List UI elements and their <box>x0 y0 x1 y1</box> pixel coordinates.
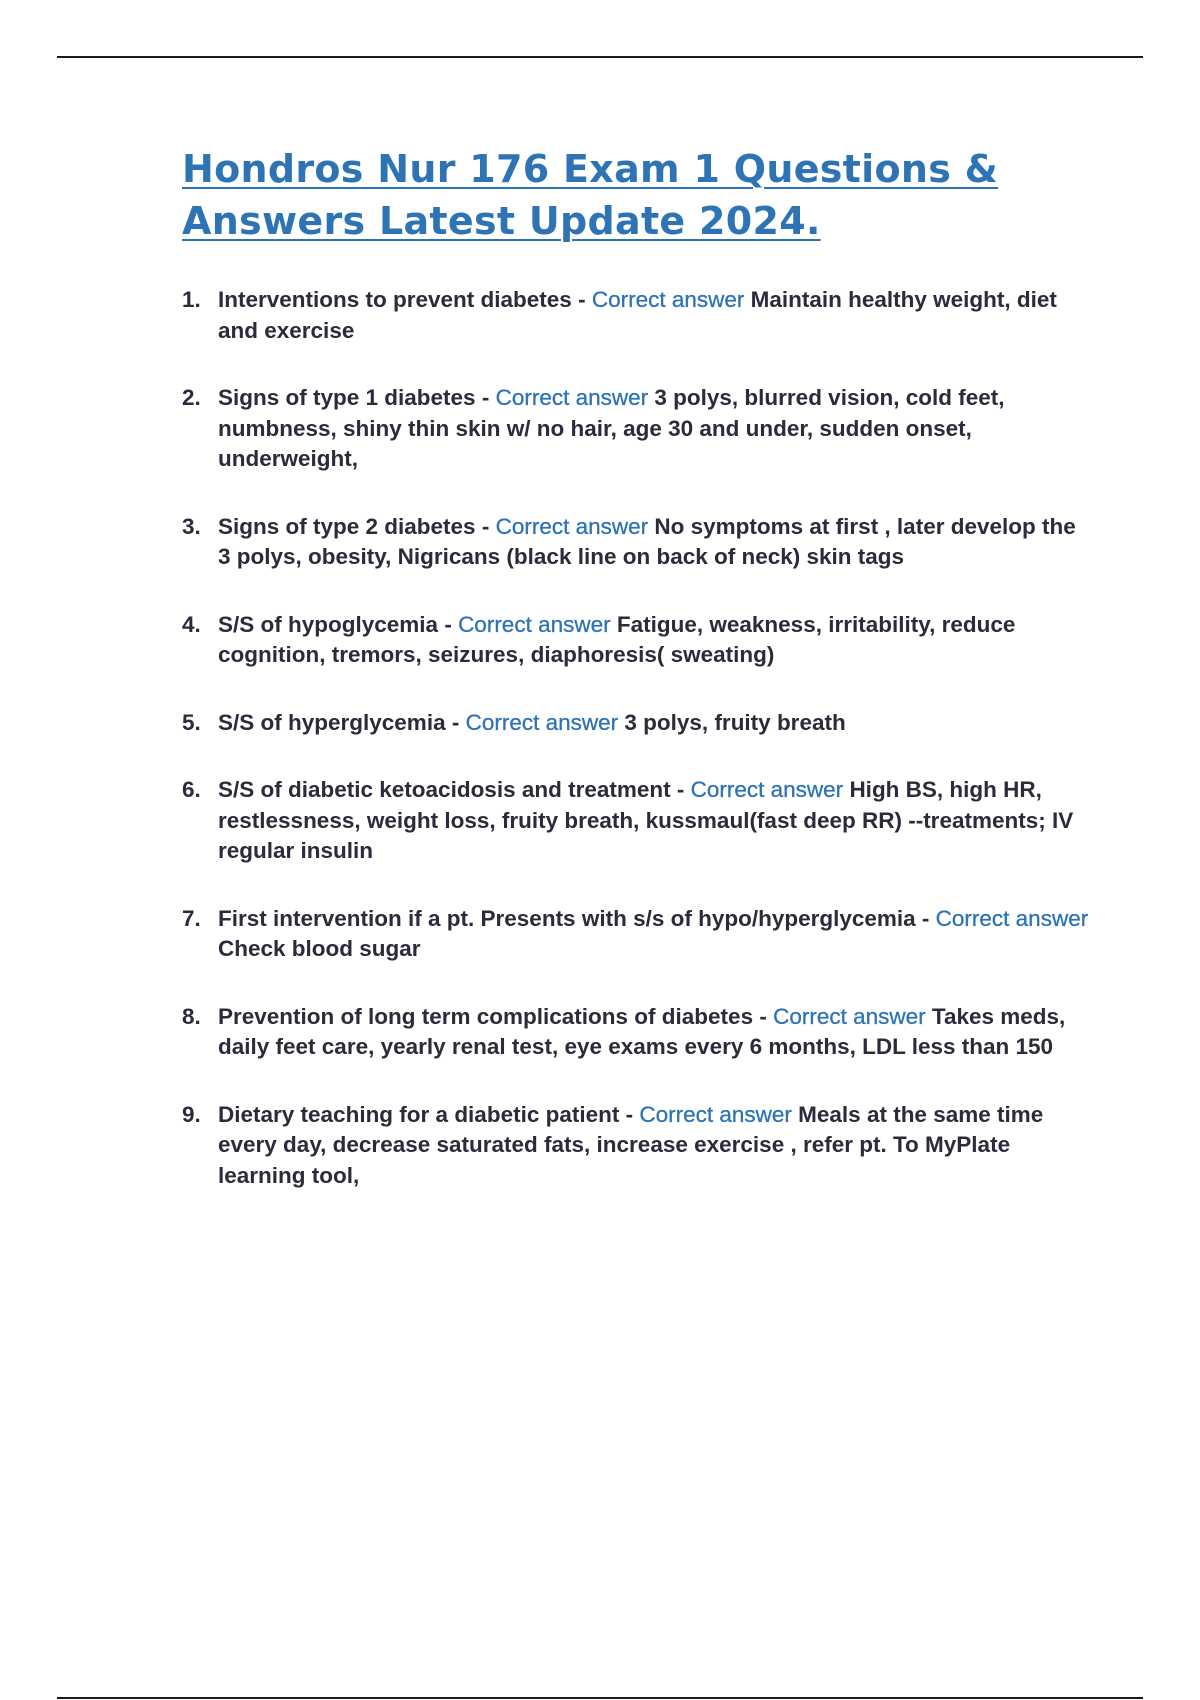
item-question: First intervention if a pt. Presents with s/s of hypo/hyperglycemia <box>218 905 916 931</box>
item-number: 1. <box>182 287 201 312</box>
item-answer: Fatigue, weakness, irritability, reduce cognition, tremors, seizures, diaphoresis( sweating) <box>218 611 1016 667</box>
correct-answer-label: Correct answer <box>935 905 1089 931</box>
list-item <box>182 904 1092 965</box>
list-item <box>182 1002 1092 1063</box>
document-body <box>182 143 1092 1228</box>
list-item <box>182 610 1092 671</box>
list-item <box>182 708 1092 739</box>
item-question: Signs of type 2 diabetes <box>218 513 476 539</box>
item-separator: - <box>619 1101 640 1127</box>
item-separator: - <box>475 385 496 410</box>
item-question: Prevention of long term complications of diabetes <box>218 1003 754 1029</box>
item-question: Interventions to prevent diabetes <box>218 287 572 312</box>
item-question: Signs of type 1 diabetes <box>218 385 476 410</box>
item-number: 7. <box>182 905 201 931</box>
correct-answer-label: Correct answer <box>458 611 611 637</box>
item-number: 4. <box>182 611 201 637</box>
item-separator: - <box>915 905 936 931</box>
correct-answer-label: Correct answer <box>495 513 649 539</box>
correct-answer-label: Correct answer <box>690 777 844 802</box>
correct-answer-label: Correct answer <box>773 1003 926 1029</box>
item-number: 3. <box>182 513 201 539</box>
correct-answer-label: Correct answer <box>639 1101 792 1127</box>
item-separator: - <box>753 1003 774 1029</box>
item-answer: Check blood sugar <box>218 936 421 961</box>
item-number: 9. <box>182 1101 201 1127</box>
correct-answer-label: Correct answer <box>591 287 745 312</box>
item-number: 8. <box>182 1003 201 1029</box>
item-answer: High BS, high HR, restlessness, weight loss, fruity breath, kussmaul(fast deep RR) --treatments; IV regular insulin <box>218 777 1074 863</box>
list-item <box>182 1100 1092 1192</box>
item-question: S/S of diabetic ketoacidosis and treatment <box>218 777 671 802</box>
item-question: S/S of hypoglycemia <box>218 611 439 637</box>
list-item <box>182 512 1092 573</box>
item-question: Dietary teaching for a diabetic patient <box>218 1101 620 1127</box>
item-number: 5. <box>182 709 201 735</box>
item-answer: Meals at the same time every day, decrease saturated fats, increase exercise , refer pt. To MyPlate learning tool, <box>218 1101 1044 1188</box>
item-answer: 3 polys, fruity breath <box>624 709 846 735</box>
top-rule <box>57 56 1143 58</box>
item-question: S/S of hyperglycemia <box>218 709 446 735</box>
list-item <box>182 285 1092 346</box>
item-separator: - <box>571 287 592 312</box>
qa-list <box>182 285 1092 1191</box>
document-title: Hondros Nur 176 Exam 1 Questions & Answers Latest Update 2024. <box>182 147 999 243</box>
item-number: 2. <box>182 385 201 410</box>
item-answer: Takes meds, daily feet care, yearly renal test, eye exams every 6 months, LDL less than 150 <box>218 1003 1066 1059</box>
correct-answer-label: Correct answer <box>465 709 619 735</box>
item-separator: - <box>475 513 496 539</box>
correct-answer-label: Correct answer <box>495 385 649 410</box>
bottom-rule <box>57 1697 1143 1699</box>
item-separator: - <box>670 777 691 802</box>
item-answer: Maintain healthy weight, diet and exercise <box>218 287 1057 343</box>
list-item <box>182 775 1092 867</box>
item-separator: - <box>445 709 466 735</box>
item-answer: No symptoms at first , later develop the 3 polys, obesity, Nigricans (black line on back of neck) skin tags <box>218 513 1076 569</box>
item-number: 6. <box>182 777 201 802</box>
item-answer: 3 polys, blurred vision, cold feet, numbness, shiny thin skin w/ no hair, age 30 and under, sudden onset, underweight, <box>218 385 1005 471</box>
item-separator: - <box>438 611 459 637</box>
list-item <box>182 383 1092 475</box>
